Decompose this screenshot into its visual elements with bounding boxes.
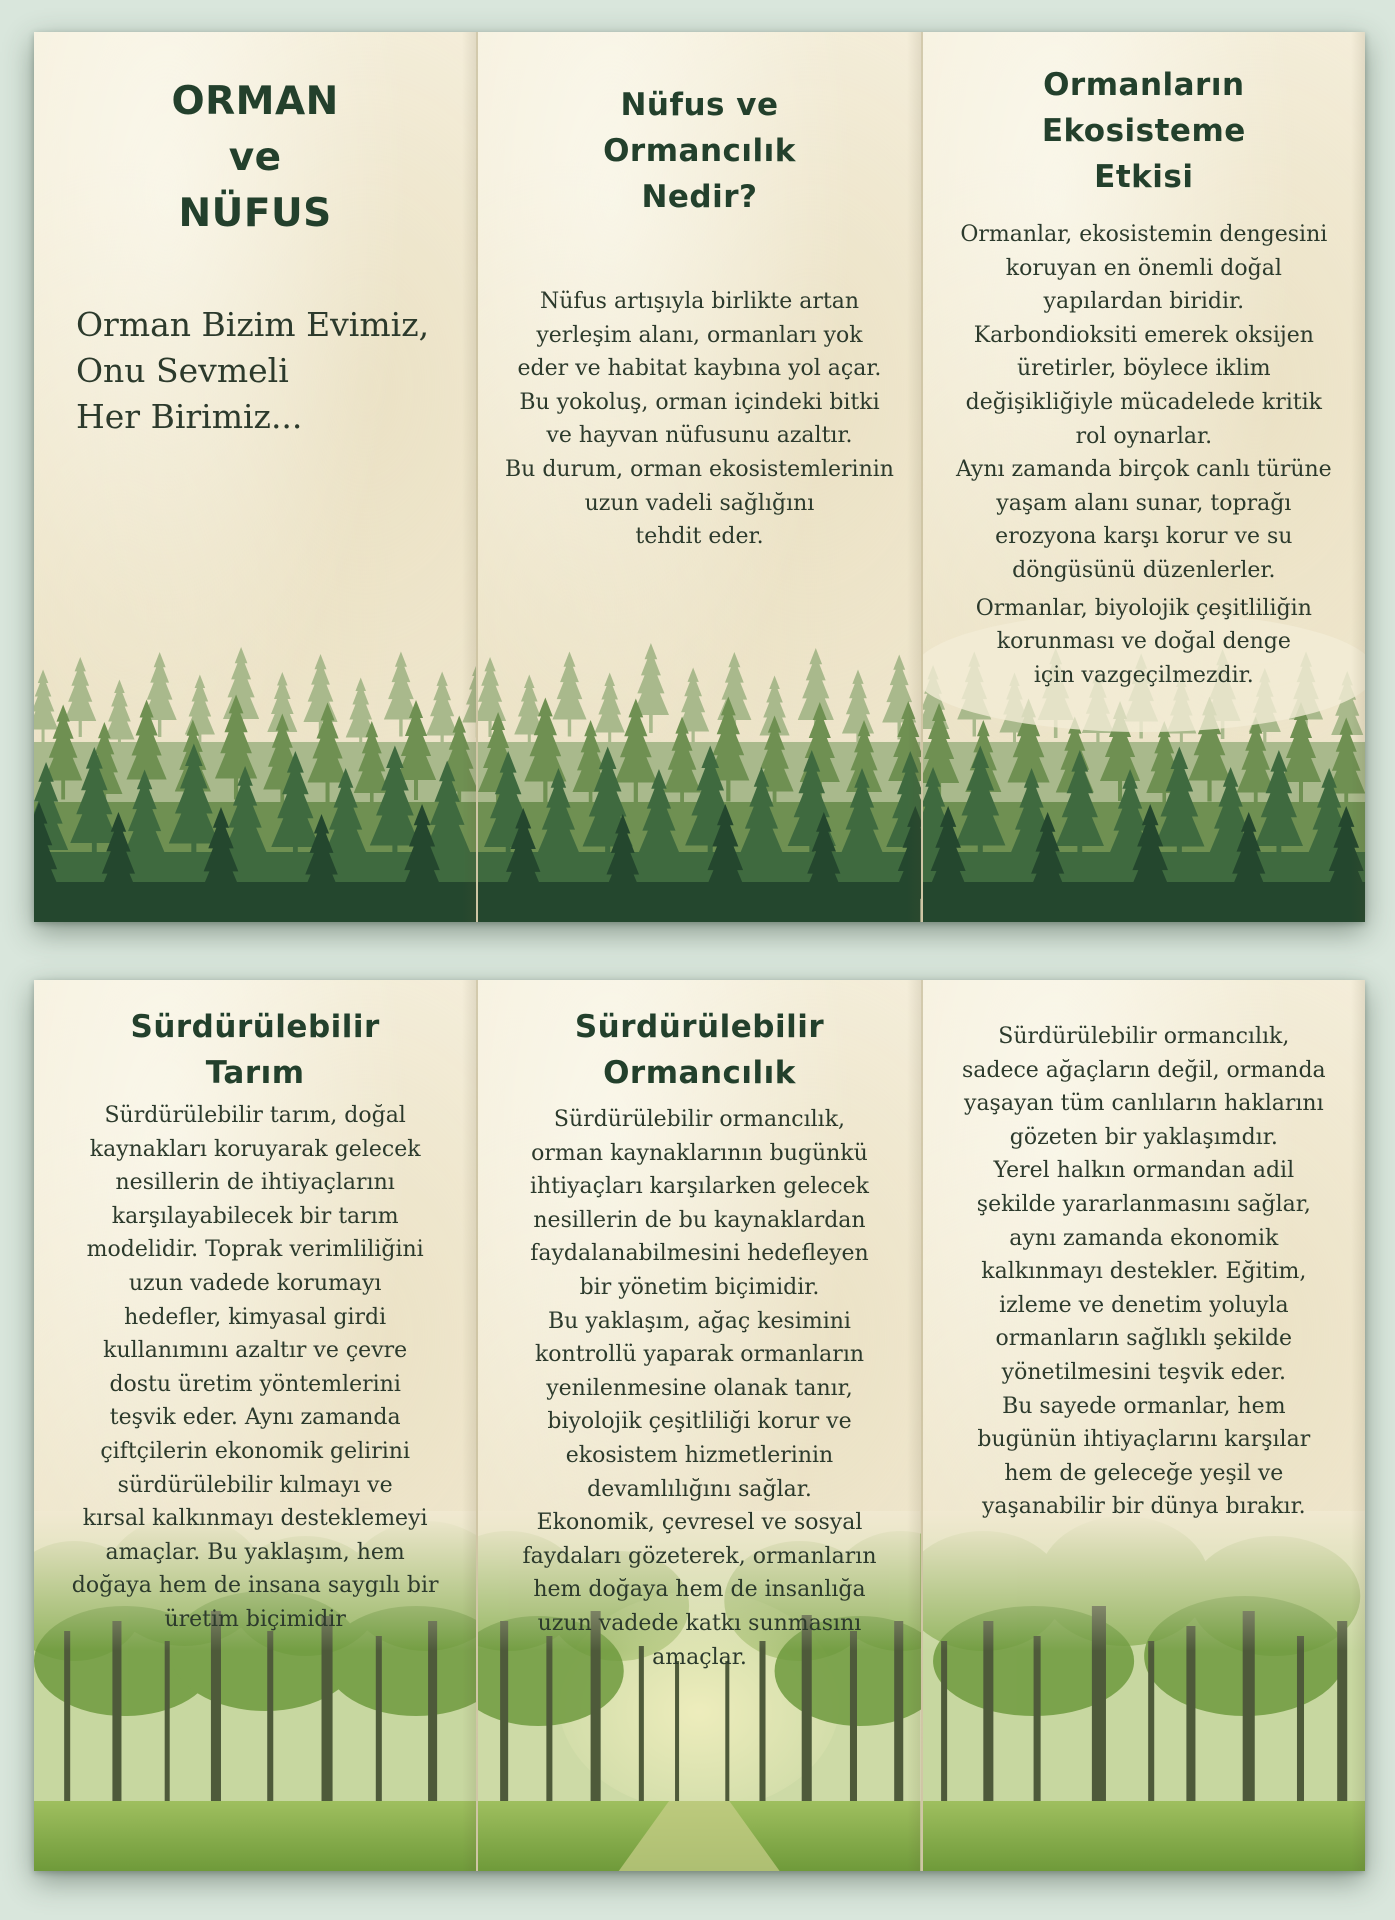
text-line: izleme ve denetim yoluyla [999,1292,1289,1318]
text-line: faydaları gözeterek, ormanların [522,1543,877,1569]
text-line: karşılayabilecek bir tarım [111,1203,399,1229]
text-line: Ormanlar, biyolojik çeşitliliğin [975,595,1312,621]
text-line: Yerel halkın ormandan adil [993,1158,1295,1184]
nufus-title [478,82,920,220]
ekosistem-title [923,62,1365,200]
text-line: ve hayvan nüfusunu azaltır. [546,423,853,449]
text-line: koruyan en önemli doğal [1005,255,1282,281]
text-line: korunması ve doğal denge [996,629,1291,655]
ormancilik-title [478,1004,920,1096]
text-line: döngüsünü düzenlerler. [1012,557,1276,583]
text-line: bir yönetim biçimidir. [579,1274,820,1300]
text-line: kaynakları koruyarak gelecek [89,1136,421,1162]
text-line: sürdürülebilir kılmayı ve [117,1472,393,1498]
text-line: değişikliğiyle mücadelede kritik [965,389,1322,415]
text-line: hem de geleceğe yeşil ve [1004,1460,1284,1486]
ormancilik-text [486,1103,912,1674]
text-line: eder ve habitat kaybına yol açar. [517,356,882,382]
text-line: hem doğaya hem de insanlığa [533,1577,866,1603]
text-line: kontrollü yaparak ormanların [534,1342,865,1368]
text-line: gözeten bir yaklaşımdır. [1009,1124,1278,1150]
text-line: kullanımını azaltır ve çevre [103,1338,408,1364]
text-line: devamlılığını sağlar. [587,1476,812,1502]
tarim-panel [34,980,476,1871]
text-line: Ormanlar, ekosistemin dengesini [960,222,1328,247]
text-line: kırsal kalkınmayı desteklemeyi [82,1506,428,1532]
text-line: faydalanabilmesini hedefleyen [530,1241,869,1267]
text-line: Bu yokoluş, orman içindeki bitki [519,389,880,415]
tarim-text [38,1099,472,1637]
tarim-title [34,1004,476,1096]
ekosistem-text [931,218,1357,692]
text-line: doğaya hem de insana saygılı bir [71,1573,439,1599]
ekosistem-panel [921,32,1365,922]
devam-panel [921,980,1365,1871]
text-line: biyolojik çeşitliliği korur ve [547,1409,852,1435]
nufus-text [486,285,912,554]
nufus-title-line: Ormancılık [603,133,796,169]
cover-title-line: ORMAN [171,79,339,124]
text-line: amaçlar. Bu yaklaşım, hem [105,1539,405,1565]
cover-title-line: NÜFUS [178,191,332,236]
text-line: Karbondioksiti emerek oksijen [973,322,1314,348]
text-line: Sürdürülebilir tarım, doğal [104,1103,406,1128]
tarim-title-line: Sürdürülebilir [130,1009,380,1045]
text-line: bugünün ihtiyaçlarını karşılar [977,1427,1311,1453]
cover-panel [34,32,476,922]
nufus-title-line: Nedir? [641,179,758,215]
text-line: orman kaynaklarının bugünkü [531,1140,868,1166]
text-line: sadece ağaçların değil, ormanda [961,1057,1326,1083]
ormancilik-panel [476,980,920,1871]
pine-forest-illustration [478,602,920,922]
text-line: nesillerin de ihtiyaçlarını [115,1170,395,1196]
text-line: yerleşim alanı, ormanları yok [536,322,863,348]
text-line: üretirler, böylece iklim [1016,356,1271,382]
text-line: yaşam alanı sunar, toprağı [996,490,1292,516]
text-line: tehdit eder. [635,524,764,550]
tagline-line: Her Birimiz... [76,397,303,436]
ormancilik-title-line: Ormancılık [603,1055,796,1091]
text-line: kalkınmayı destekler. Eğitim, [981,1259,1307,1285]
nufus-title-line: Nüfus ve [620,87,779,123]
text-line: modelidir. Toprak verimliliğini [86,1237,424,1263]
cover-title [34,74,476,242]
text-line: aynı zamanda ekonomik [1009,1225,1279,1251]
text-line: Sürdürülebilir ormancılık, [998,1024,1290,1049]
text-line: dostu üretim yöntemlerini [109,1371,401,1397]
ekosistem-title-line: Ekosisteme [1041,113,1246,149]
text-line: uzun vadeli sağlığını [584,490,815,516]
text-line: yenilenmesine olanak tanır, [546,1375,853,1401]
text-line: uzun vadede korumayı [128,1270,382,1296]
text-line: amaçlar. [652,1644,747,1670]
nufus-panel [476,32,920,922]
forest-photo-illustration [923,1511,1365,1871]
text-line: çiftçilerin ekonomik gelirini [100,1438,410,1464]
pine-forest-illustration [34,602,476,922]
ormancilik-title-line: Sürdürülebilir [574,1009,825,1045]
text-line: yaşayan tüm canlıların haklarını [964,1091,1324,1117]
text-line: Aynı zamanda birçok canlı türüne [955,457,1332,483]
text-line: Sürdürülebilir ormancılık, [553,1107,846,1132]
text-line: şekilde yararlanmasını sağlar, [976,1191,1311,1217]
tagline-line: Onu Sevmeli [76,351,289,390]
text-line: nesillerin de bu kaynaklardan [533,1207,866,1233]
text-line: Ekonomik, çevresel ve sosyal [536,1510,863,1536]
text-line: teşvik eder. Aynı zamanda [109,1405,401,1431]
text-line: hedefler, kimyasal girdi [124,1304,387,1330]
text-line: erozyona karşı korur ve su [995,524,1293,550]
ekosistem-title-line: Ormanların [1043,67,1245,103]
brochure-inside [34,980,1365,1871]
tarim-title-line: Tarım [205,1055,305,1091]
text-line: yapılardan biridir. [1043,289,1245,315]
text-line: Bu yaklaşım, ağaç kesimini [548,1308,851,1334]
tagline-line: Orman Bizim Evimiz, [76,305,430,344]
text-line: Bu sayede ormanlar, hem [1002,1393,1286,1419]
text-line: uzun vadede katkı sunmasını [537,1610,862,1636]
text-line: için vazgeçilmezdir. [1033,662,1254,688]
text-line: rol oynarlar. [1075,423,1213,449]
text-line: ihtiyaçları karşılarken gelecek [530,1174,869,1200]
text-line: Nüfus artışıyla birlikte artan [539,289,860,314]
text-line: yaşanabilir bir dünya bırakır. [981,1494,1306,1520]
cover-title-line: ve [228,135,282,180]
text-line: ekosistem hizmetlerinin [565,1442,834,1468]
text-line: yönetilmesini teşvik eder. [1001,1359,1286,1385]
text-line: Bu durum, orman ekosistemlerinin [505,456,894,482]
cover-tagline [76,302,429,440]
text-line: üretim biçimidir [164,1606,346,1632]
devam-text [931,1020,1357,1524]
ekosistem-title-line: Etkisi [1094,159,1194,195]
brochure-outside [34,32,1365,922]
text-line: ormanların sağlıklı şekilde [995,1326,1293,1352]
